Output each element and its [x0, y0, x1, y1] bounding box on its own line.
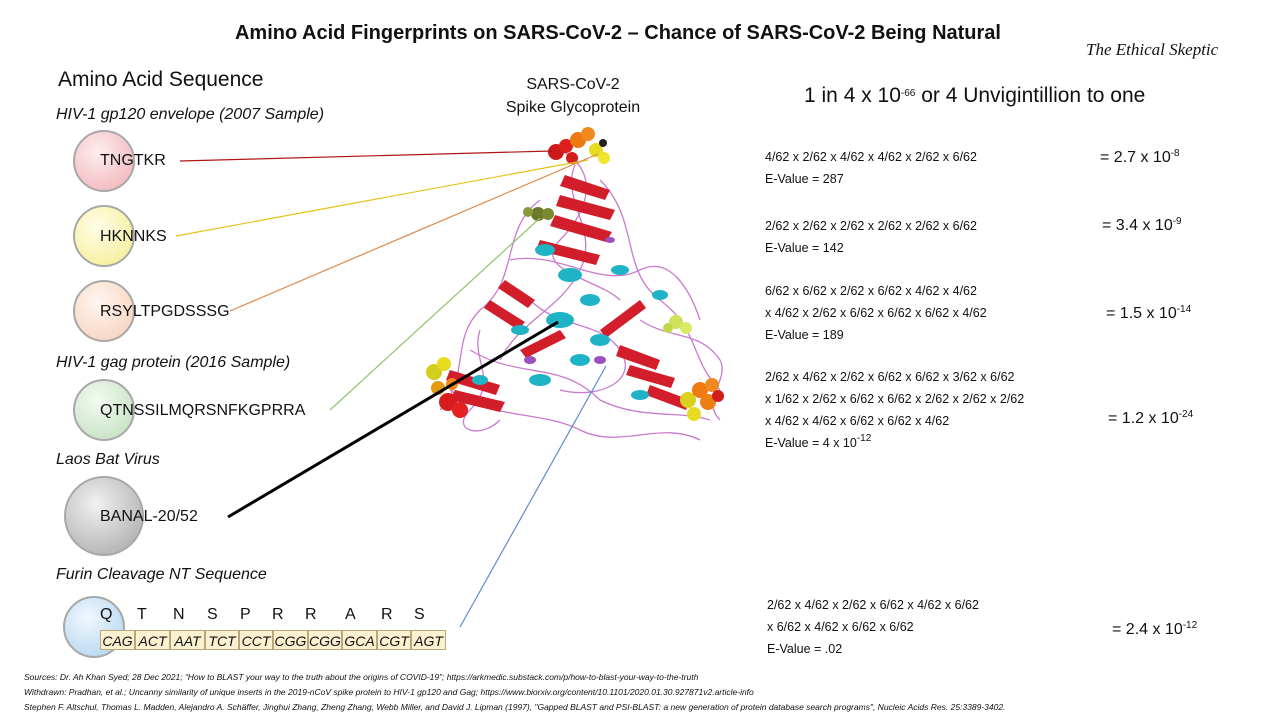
furin-letter: Q: [100, 606, 113, 623]
furin-codon: CAG: [100, 630, 135, 650]
source-line: Sources: Dr. Ah Khan Syed; 28 Dec 2021; “How to BLAST your way to the truth about the origins of COVID-19”; https://arkmedic.substack.com/p/how-to-blast-your-way-to-the-truth: [24, 672, 699, 682]
probability-headline: [804, 84, 1145, 108]
furin-letter: N: [173, 606, 185, 623]
calc-block-5: [767, 594, 979, 660]
calc-evalue: [765, 432, 1024, 454]
sequence-tngtkr: TNGTKR: [100, 152, 166, 169]
calc-result-1: [1100, 149, 1180, 167]
spike-title-line2: Spike Glycoprotein: [505, 99, 641, 116]
group-label-hiv-gp120: HIV-1 gp120 envelope (2007 Sample): [56, 106, 325, 123]
calc-evalue: E-Value = .02: [767, 642, 843, 656]
connector-hknnks: [176, 160, 588, 236]
result-pre: = 3.4 x 10: [1102, 217, 1173, 234]
furin-letter: S: [414, 606, 425, 623]
furin-letter: S: [207, 606, 218, 623]
furin-letter: R: [305, 606, 317, 623]
calc-evalue: E-Value = 287: [765, 172, 844, 186]
headline-exp: -66: [900, 88, 916, 99]
result-pre: = 2.4 x 10: [1112, 621, 1183, 638]
evalue-exp: -12: [856, 433, 872, 444]
calc-evalue: E-Value = 142: [765, 241, 844, 255]
furin-codon: GCA: [342, 630, 377, 650]
calc-line: 2/62 x 4/62 x 2/62 x 6/62 x 4/62 x 6/62: [767, 598, 979, 612]
furin-codon: CGG: [308, 630, 342, 650]
headline-pre: 1 in 4 x 10: [804, 84, 901, 107]
calc-block-4: [765, 366, 1024, 454]
sequence-rsyltpgdsssg: RSYLTPGDSSSG: [100, 303, 230, 320]
sequence-hknnks: HKNNKS: [100, 228, 167, 245]
sequence-qtnss: QTNSSILMQRSNFKGPRRA: [100, 402, 306, 419]
result-exp: -8: [1170, 148, 1180, 159]
group-label-laos: Laos Bat Virus: [56, 451, 160, 468]
furin-letter: R: [272, 606, 284, 623]
furin-letter: T: [137, 606, 147, 623]
connector-rsyl: [230, 154, 598, 311]
result-pre: = 1.2 x 10: [1108, 410, 1179, 427]
spike-title: [493, 73, 653, 119]
result-exp: -12: [1182, 620, 1198, 631]
sequence-heading: Amino Acid Sequence: [58, 68, 264, 91]
calc-line: x 1/62 x 2/62 x 6/62 x 6/62 x 2/62 x 2/62 x 2/62: [765, 392, 1025, 406]
connector-tngtkr: [180, 151, 552, 161]
brand-logo: The Ethical Skeptic: [1086, 40, 1219, 59]
result-exp: -9: [1172, 216, 1182, 227]
furin-codon: ACT: [135, 630, 170, 650]
furin-letter: A: [345, 606, 356, 623]
calc-result-5: [1112, 621, 1197, 639]
calc-line: x 6/62 x 4/62 x 6/62 x 6/62: [767, 620, 914, 634]
furin-codon: CCT: [239, 630, 273, 650]
headline-post: or 4 Unvigintillion to one: [915, 84, 1146, 107]
furin-codon: AGT: [411, 630, 446, 650]
calc-evalue: E-Value = 189: [765, 328, 844, 342]
sources-footer: [24, 670, 1005, 715]
calc-line: x 4/62 x 2/62 x 6/62 x 6/62 x 6/62 x 4/62: [765, 306, 987, 320]
furin-codons: [100, 630, 446, 650]
furin-codon: CGT: [377, 630, 411, 650]
calc-result-2: [1102, 217, 1182, 235]
result-exp: -14: [1176, 304, 1192, 315]
furin-letter: P: [240, 606, 251, 623]
furin-letters: [100, 606, 460, 626]
group-label-furin: Furin Cleavage NT Sequence: [56, 566, 267, 583]
group-label-hiv-gag: HIV-1 gag protein (2016 Sample): [56, 354, 291, 371]
evalue-pre: E-Value = 4 x 10: [765, 436, 857, 450]
calc-line: 6/62 x 6/62 x 2/62 x 6/62 x 4/62 x 4/62: [765, 284, 977, 298]
calc-line: 2/62 x 4/62 x 2/62 x 6/62 x 6/62 x 3/62 x 6/62: [765, 370, 1015, 384]
calc-block-3: [765, 280, 987, 346]
result-pre: = 2.7 x 10: [1100, 149, 1171, 166]
calc-result-4: [1108, 410, 1193, 428]
page-title: Amino Acid Fingerprints on SARS-CoV-2 – Chance of SARS-CoV-2 Being Natural: [234, 22, 1001, 44]
sequence-banal: BANAL-20/52: [100, 508, 198, 525]
source-line: Stephen F. Altschul, Thomas L. Madden, Alejandro A. Schäffer, Jinghui Zhang, Zheng Zhang, Webb Miller, and David J. Lipman (1997), "Gapped BLAST and PSI-BLAST: a new generation of protein database search programs", Nucleic Acids Res. 25:3389-3402.: [24, 702, 1006, 712]
furin-codon: CGG: [273, 630, 308, 650]
calc-block-1: [765, 146, 977, 190]
calc-result-3: [1106, 305, 1191, 323]
furin-letter: R: [381, 606, 393, 623]
calc-line: 2/62 x 2/62 x 2/62 x 2/62 x 2/62 x 6/62: [765, 219, 977, 233]
spike-protein-image: [426, 127, 724, 440]
spike-title-line1: SARS-CoV-2: [526, 76, 620, 93]
calc-line: 4/62 x 2/62 x 4/62 x 4/62 x 2/62 x 6/62: [765, 150, 977, 164]
result-exp: -24: [1178, 409, 1194, 420]
calc-block-2: [765, 215, 977, 259]
source-line: Withdrawn: Pradhan, et al.; Uncanny similarity of unique inserts in the 2019-nCoV spike protein to HIV-1 gp120 and Gag; https://www.biorxiv.org/content/10.1101/2020.01.30.927871v2.article-info: [24, 687, 754, 697]
calc-line: x 4/62 x 4/62 x 6/62 x 6/62 x 4/62: [765, 414, 950, 428]
furin-codon: AAT: [170, 630, 205, 650]
furin-codon: TCT: [205, 630, 239, 650]
result-pre: = 1.5 x 10: [1106, 305, 1177, 322]
